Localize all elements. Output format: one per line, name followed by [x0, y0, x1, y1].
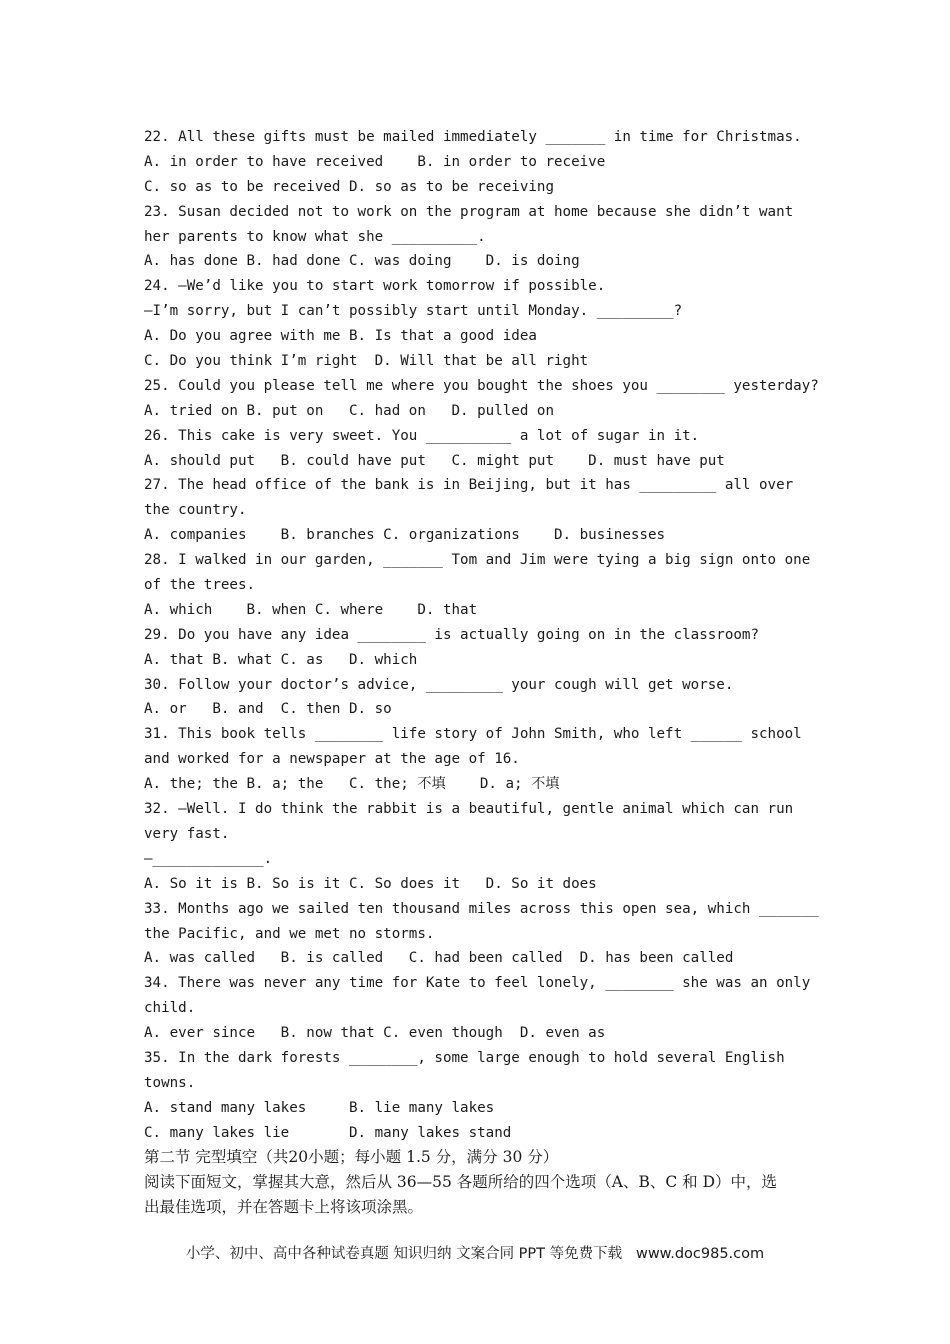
question-item: [144, 897, 824, 972]
answer-options-line: A. So it is B. So is it C. So does it D. So it does: [144, 875, 597, 892]
answer-options-line: A. ever since B. now that C. even though D. even as: [144, 1025, 606, 1042]
question-stem-line: 28. I walked in our garden, _______ Tom and Jim were tying a big sign onto one: [144, 552, 811, 569]
section-title: 第二节 完型填空（共20小题；每小题 1.5 分，满分 30 分）: [144, 1148, 559, 1166]
question-item: [144, 971, 824, 1046]
answer-options-line: A. in order to have received B. in order to receive: [144, 153, 606, 170]
question-stem-line: 33. Months ago we sailed ten thousand miles across this open sea, which _______: [144, 900, 819, 917]
question-stem-line: the country.: [144, 502, 247, 519]
question-stem-line: the Pacific, and we met no storms.: [144, 925, 435, 942]
answer-options-line: A. should put B. could have put C. might put D. must have put: [144, 452, 725, 469]
question-item: [144, 722, 824, 797]
question-stem-line: —I’m sorry, but I can’t possibly start until Monday. _________?: [144, 303, 683, 320]
answer-options-line: A. was called B. is called C. had been called D. has been called: [144, 950, 734, 967]
section-instruction-line-2: 出最佳选项，并在答题卡上将该项涂黑。: [144, 1197, 424, 1216]
question-stem-line: and worked for a newspaper at the age of 16.: [144, 751, 520, 768]
answer-options-line: A. that B. what C. as D. which: [144, 651, 418, 668]
question-stem-line: 34. There was never any time for Kate to feel lonely, ________ she was an only: [144, 975, 811, 992]
answer-options-line: A. tried on B. put on C. had on D. pulled on: [144, 402, 554, 419]
question-stem-line: 32. —Well. I do think the rabbit is a beautiful, gentle animal which can run: [144, 801, 794, 818]
question-list: [144, 125, 824, 1146]
answer-options-line: A. the; the B. a; the C. the; 不填 D. a; 不填: [144, 776, 560, 793]
question-stem-line: 30. Follow your doctor’s advice, _________ your cough will get worse.: [144, 676, 734, 693]
question-item: [144, 200, 824, 275]
section-instruction-line-1: 阅读下面短文，掌握其大意，然后从 36—55 各题所给的四个选项（A、B、C 和 D）中，选: [144, 1172, 778, 1191]
answer-options-line: A. which B. when C. where D. that: [144, 601, 478, 618]
answer-options-line: A. has done B. had done C. was doing D. is doing: [144, 253, 580, 270]
question-stem-line: 27. The head office of the bank is in Beijing, but it has _________ all over: [144, 477, 794, 494]
question-item: [144, 424, 824, 474]
section-block: [144, 1145, 824, 1220]
question-stem-line: 31. This book tells ________ life story of John Smith, who left ______ school: [144, 726, 802, 743]
answer-options-line: A. companies B. branches C. organizations D. businesses: [144, 527, 666, 544]
question-item: [144, 548, 824, 623]
question-stem-line: 25. Could you please tell me where you bought the shoes you ________ yesterday?: [144, 377, 819, 394]
answer-options-line: A. Do you agree with me B. Is that a good idea: [144, 328, 537, 345]
answer-options-line: C. Do you think I’m right D. Will that be all right: [144, 353, 589, 370]
question-stem-line: towns.: [144, 1074, 196, 1091]
question-stem-line: —_____________.: [144, 850, 273, 867]
question-item: [144, 125, 824, 200]
question-stem-line: very fast.: [144, 825, 230, 842]
question-item: [144, 623, 824, 673]
question-stem-line: 22. All these gifts must be mailed immediately _______ in time for Christmas.: [144, 129, 802, 145]
answer-options-line: C. so as to be received D. so as to be receiving: [144, 178, 554, 195]
question-stem-line: 24. —We’d like you to start work tomorrow if possible.: [144, 278, 606, 295]
question-item: [144, 797, 824, 897]
page-footer: 小学、初中、高中各种试卷真题 知识归纳 文案合同 PPT 等免费下载 www.doc985.com: [185, 1246, 765, 1262]
question-stem-line: 26. This cake is very sweet. You __________ a lot of sugar in it.: [144, 427, 700, 444]
question-stem-line: her parents to know what she __________.: [144, 228, 486, 245]
answer-options-line: A. stand many lakes B. lie many lakes: [144, 1099, 495, 1116]
question-item: [144, 374, 824, 424]
question-stem-line: 29. Do you have any idea ________ is actually going on in the classroom?: [144, 626, 759, 643]
question-stem-line: 23. Susan decided not to work on the program at home because she didn’t want: [144, 203, 794, 220]
question-item: [144, 274, 824, 374]
question-item: [144, 1046, 824, 1146]
question-item: [144, 473, 824, 548]
question-stem-line: child.: [144, 1000, 196, 1017]
question-item: [144, 673, 824, 723]
answer-options-line: A. or B. and C. then D. so: [144, 701, 392, 718]
answer-options-line: C. many lakes lie D. many lakes stand: [144, 1124, 512, 1141]
question-stem-line: 35. In the dark forests ________, some large enough to hold several English: [144, 1049, 785, 1066]
question-stem-line: of the trees.: [144, 577, 256, 594]
